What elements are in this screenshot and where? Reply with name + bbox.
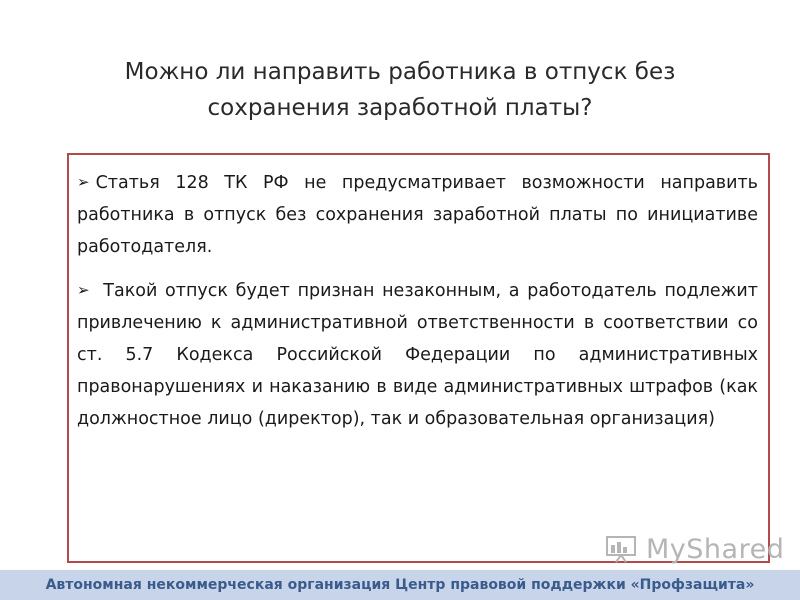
bullet-text-1: Статья 128 ТК РФ не предусматривает возможности направить работника в отпуск без сохранения заработной платы по инициативе работодателя. [77, 173, 758, 257]
arrow-bullet-icon: ➢ [77, 281, 90, 299]
bullet-item-2 [77, 275, 758, 435]
footer-bar [0, 570, 800, 600]
watermark-text: MyShared [646, 533, 785, 565]
bullet-item-1 [77, 167, 758, 263]
arrow-bullet-icon: ➢ [77, 173, 90, 191]
slide-title: Можно ли направить работника в отпуск без сохранения заработной платы? [124, 59, 676, 121]
footer-text: Автономная некоммерческая организация Центр правовой поддержки «Профзащита» [45, 577, 755, 593]
bullet-text-2: Такой отпуск будет признан незаконным, а работодатель подлежит привлечению к административной ответственности в соответствии со ст. 5.7 Кодекса Российской Федерации по административных правонарушениях и наказанию в виде административных штрафов (как должностное лицо (директор), так и образовательная организация) [77, 281, 758, 429]
watermark [606, 534, 784, 564]
content-box [67, 153, 770, 563]
presentation-board-icon [606, 535, 640, 563]
